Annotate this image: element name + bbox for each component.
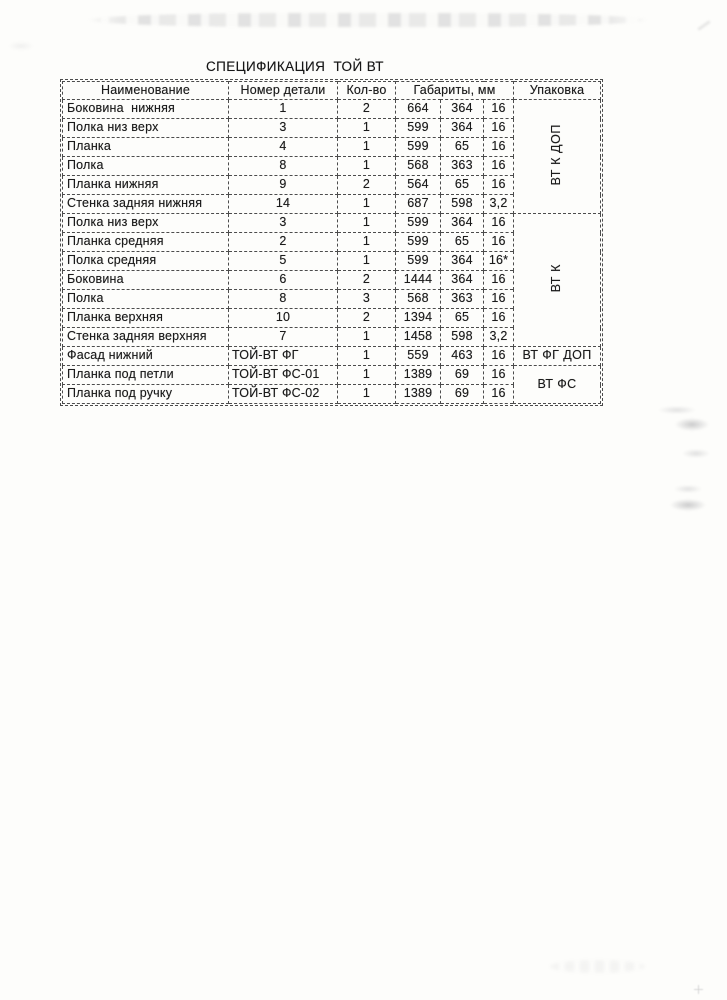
cell-dim3: 16 [484, 347, 514, 366]
cell-dim2: 364 [441, 252, 484, 271]
cell-part: 5 [229, 252, 338, 271]
table-row [63, 347, 601, 366]
cell-part: ТОЙ-ВТ ФГ [229, 347, 338, 366]
cell-qty: 1 [338, 214, 396, 233]
scan-smudge-artifact [682, 449, 710, 458]
cell-dim3: 3,2 [484, 195, 514, 214]
cell-qty: 1 [338, 347, 396, 366]
scan-bleedthrough-artifact [88, 13, 648, 27]
cell-dim3: 16 [484, 138, 514, 157]
cell-name: Планка средняя [63, 233, 229, 252]
cell-dim1: 599 [396, 252, 441, 271]
scan-bleedthrough-bottom-artifact [550, 960, 645, 973]
spec-table-wrap [60, 79, 603, 406]
cell-qty: 2 [338, 176, 396, 195]
cell-dim1: 599 [396, 214, 441, 233]
cell-part: 6 [229, 271, 338, 290]
page-title: СПЕЦИФИКАЦИЯ ТОЙ ВТ [206, 59, 384, 74]
cell-name: Планка верхняя [63, 309, 229, 328]
cell-name: Полка [63, 290, 229, 309]
cell-part: ТОЙ-ВТ ФС-01 [229, 366, 338, 385]
scan-smudge-artifact [670, 499, 706, 511]
table-row [63, 214, 601, 233]
cell-dim2: 598 [441, 328, 484, 347]
cell-part: 7 [229, 328, 338, 347]
cell-dim3: 16 [484, 233, 514, 252]
cell-name: Боковина [63, 271, 229, 290]
cell-part: 2 [229, 233, 338, 252]
cell-dim1: 599 [396, 233, 441, 252]
table-row [63, 366, 601, 385]
cell-dim3: 16 [484, 290, 514, 309]
cell-name: Полка [63, 157, 229, 176]
cell-name: Планка [63, 138, 229, 157]
cell-dim2: 65 [441, 309, 484, 328]
cell-part: ТОЙ-ВТ ФС-02 [229, 385, 338, 404]
cell-name: Полка низ верх [63, 119, 229, 138]
packaging-group-label-text: ВТ К ДОП [549, 124, 564, 186]
packaging-group-label [514, 100, 601, 214]
cell-dim2: 364 [441, 119, 484, 138]
cell-dim2: 69 [441, 385, 484, 404]
header-row [63, 82, 601, 100]
col-header-quantity: Кол-во [338, 82, 396, 100]
cell-dim1: 599 [396, 119, 441, 138]
cell-dim1: 1458 [396, 328, 441, 347]
cell-name: Полка средняя [63, 252, 229, 271]
packaging-group-label: ВТ ФС [514, 366, 601, 404]
packaging-group-label [514, 214, 601, 347]
cell-dim2: 69 [441, 366, 484, 385]
cell-part: 10 [229, 309, 338, 328]
cell-qty: 1 [338, 328, 396, 347]
cell-dim1: 559 [396, 347, 441, 366]
cell-part: 9 [229, 176, 338, 195]
cell-dim2: 363 [441, 157, 484, 176]
registration-cross-mark [694, 985, 703, 994]
cell-dim3: 3,2 [484, 328, 514, 347]
cell-dim3: 16 [484, 157, 514, 176]
cell-qty: 1 [338, 157, 396, 176]
cell-part: 4 [229, 138, 338, 157]
cell-qty: 1 [338, 138, 396, 157]
cell-qty: 1 [338, 385, 396, 404]
cell-qty: 1 [338, 233, 396, 252]
cell-part: 14 [229, 195, 338, 214]
cell-dim3: 16 [484, 309, 514, 328]
spec-table [62, 81, 601, 404]
cell-dim2: 65 [441, 138, 484, 157]
cell-qty: 1 [338, 252, 396, 271]
cell-part: 1 [229, 100, 338, 119]
cell-dim1: 568 [396, 157, 441, 176]
cell-qty: 1 [338, 119, 396, 138]
cell-qty: 2 [338, 309, 396, 328]
cell-dim3: 16 [484, 366, 514, 385]
cell-name: Планка под ручку [63, 385, 229, 404]
packaging-group-label: ВТ ФГ ДОП [514, 347, 601, 366]
cell-dim1: 568 [396, 290, 441, 309]
cell-dim3: 16* [484, 252, 514, 271]
col-header-packaging: Упаковка [514, 82, 601, 100]
cell-qty: 2 [338, 100, 396, 119]
table-row [63, 100, 601, 119]
cell-dim1: 664 [396, 100, 441, 119]
cell-dim1: 599 [396, 138, 441, 157]
packaging-group-label-text: ВТ К [549, 264, 564, 293]
cell-dim1: 564 [396, 176, 441, 195]
cell-dim2: 364 [441, 100, 484, 119]
cell-dim1: 1394 [396, 309, 441, 328]
cell-dim2: 364 [441, 214, 484, 233]
cell-name: Фасад нижний [63, 347, 229, 366]
cell-part: 3 [229, 119, 338, 138]
cell-dim3: 16 [484, 176, 514, 195]
cell-qty: 3 [338, 290, 396, 309]
col-header-name: Наименование [63, 82, 229, 100]
cell-dim2: 598 [441, 195, 484, 214]
cell-name: Стенка задняя нижняя [63, 195, 229, 214]
scan-speck-artifact [8, 42, 34, 50]
scan-smudge-artifact [674, 485, 702, 493]
cell-dim2: 65 [441, 233, 484, 252]
cell-dim3: 16 [484, 100, 514, 119]
cell-dim2: 363 [441, 290, 484, 309]
col-header-part-number: Номер детали [229, 82, 338, 100]
cell-dim1: 1444 [396, 271, 441, 290]
cell-part: 8 [229, 157, 338, 176]
cell-name: Планка нижняя [63, 176, 229, 195]
cell-dim3: 16 [484, 271, 514, 290]
cell-name: Полка низ верх [63, 214, 229, 233]
cell-name: Планка под петли [63, 366, 229, 385]
cell-name: Боковина нижняя [63, 100, 229, 119]
cell-dim3: 16 [484, 119, 514, 138]
scan-smudge-artifact [675, 418, 709, 431]
cell-dim2: 463 [441, 347, 484, 366]
cell-part: 8 [229, 290, 338, 309]
cell-qty: 1 [338, 366, 396, 385]
scan-smudge-artifact [658, 406, 696, 414]
cell-dim2: 65 [441, 176, 484, 195]
cell-dim1: 687 [396, 195, 441, 214]
cell-dim1: 1389 [396, 385, 441, 404]
cell-part: 3 [229, 214, 338, 233]
col-header-dimensions: Габариты, мм [396, 82, 514, 100]
cell-dim3: 16 [484, 385, 514, 404]
cell-qty: 2 [338, 271, 396, 290]
cell-qty: 1 [338, 195, 396, 214]
cell-dim1: 1389 [396, 366, 441, 385]
cell-dim3: 16 [484, 214, 514, 233]
cell-name: Стенка задняя верхняя [63, 328, 229, 347]
scan-mark-artifact [697, 20, 710, 30]
cell-dim2: 364 [441, 271, 484, 290]
